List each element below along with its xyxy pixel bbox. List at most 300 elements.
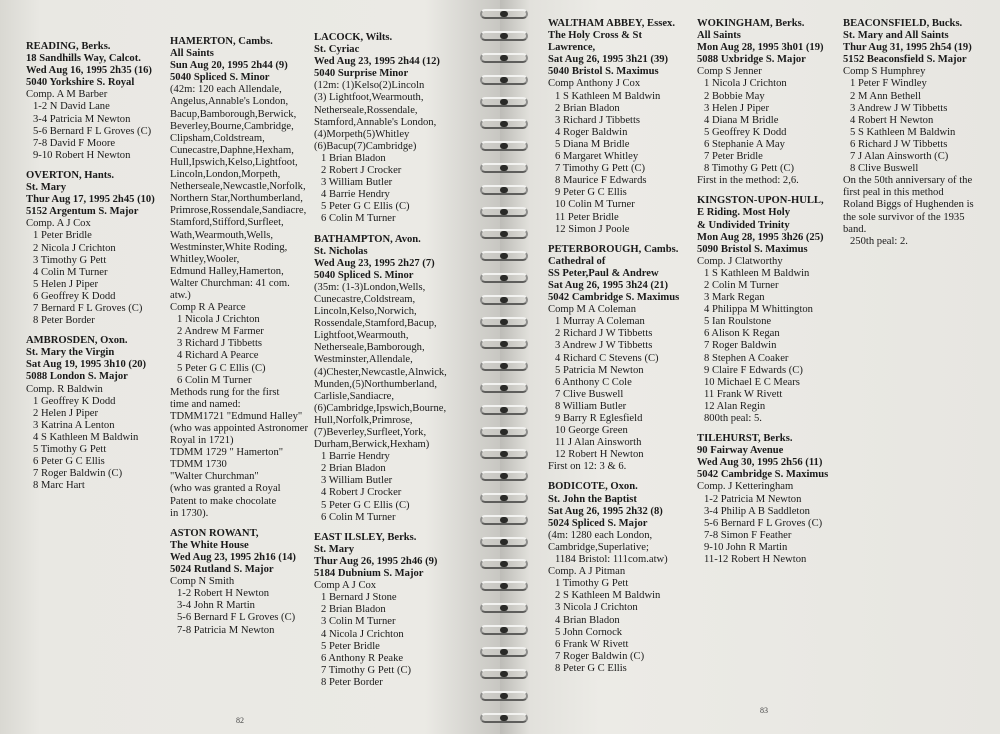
peal-detail-line: 11-12 Robert H Newton bbox=[704, 554, 807, 566]
binding-ring bbox=[478, 470, 530, 482]
peal-detail-line: 6 Colin M Turner bbox=[177, 374, 252, 386]
peal-detail-line: 8 William Butler bbox=[555, 400, 627, 412]
binding-ring bbox=[478, 30, 530, 42]
peal-detail-line: 3 Richard J Tibbetts bbox=[555, 114, 641, 126]
peal-detail-line: Comp. A M Barber bbox=[26, 89, 108, 101]
peal-heading-line: ASTON ROWANT, bbox=[170, 527, 259, 539]
binding-ring bbox=[478, 206, 530, 218]
peal-heading-line: St. Cyriac bbox=[314, 44, 360, 56]
peal-detail-line: Cunecastre,Daphne,Hexham, bbox=[170, 144, 294, 156]
spiral-binding bbox=[478, 0, 530, 734]
peal-detail-line: Whitley,Wooler, bbox=[170, 253, 240, 265]
peal-heading-line: 5152 Beaconsfield S. Major bbox=[843, 54, 967, 66]
peal-detail-line: 4 Colin M Turner bbox=[33, 266, 108, 278]
peal-detail-line: 2 Colin M Turner bbox=[704, 279, 779, 291]
peal-detail-line: Roland Biggs of Hughenden is bbox=[843, 199, 974, 211]
peal-heading-line: BEACONSFIELD, Bucks. bbox=[843, 18, 963, 29]
peal-detail-line: 7 Bernard F L Groves (C) bbox=[33, 302, 143, 314]
binding-ring bbox=[478, 492, 530, 504]
binding-ring bbox=[478, 294, 530, 306]
peal-detail-line: Hull,Ipswich,Kelso,Lightfoot, bbox=[170, 156, 298, 168]
binding-ring bbox=[478, 448, 530, 460]
peal-heading-line: St. Mary bbox=[26, 182, 67, 194]
peal-detail-line: 1 Nicola J Crichton bbox=[704, 78, 787, 90]
peal-detail-line: 5 Peter G C Ellis (C) bbox=[177, 362, 266, 374]
peal-heading-line: Wed Aug 16, 1995 2h35 (16) bbox=[26, 65, 152, 77]
peal-detail-line: 12 Robert H Newton bbox=[555, 449, 644, 461]
peal-detail-line: 8 Timothy G Pett (C) bbox=[704, 163, 795, 175]
peal-detail-line: 8 Peter Border bbox=[321, 676, 383, 688]
peal-detail-line: Carlisle,Sandiacre, bbox=[314, 390, 395, 402]
peal-heading-line: EAST ILSLEY, Berks. bbox=[314, 531, 417, 543]
peal-heading-line: All Saints bbox=[697, 30, 741, 42]
peal-detail-line: Cambridge,Superlative; bbox=[548, 541, 649, 553]
peal-detail-line: 9-10 John R Martin bbox=[704, 541, 788, 553]
peal-detail-line: Comp. R Baldwin bbox=[26, 383, 103, 395]
peal-heading-line: The Holy Cross & St bbox=[548, 30, 642, 42]
peal-detail-line: 3 Mark Regan bbox=[704, 292, 765, 304]
column bbox=[548, 18, 679, 683]
peal-detail-line: Northern Star,Northumberland, bbox=[170, 193, 303, 205]
peal-detail-line: Comp S Humphrey bbox=[843, 66, 926, 78]
page-number: 82 bbox=[236, 716, 244, 725]
binding-ring bbox=[478, 8, 530, 20]
peal-detail-line: 5 Ian Roulstone bbox=[704, 316, 772, 328]
peal-heading-line: & Undivided Trinity bbox=[697, 219, 790, 231]
peal-heading-line: READING, Berks. bbox=[26, 41, 111, 52]
peal-detail-line: 3 Richard J Tibbetts bbox=[177, 338, 263, 350]
peal-heading-line: 5024 Rutland S. Major bbox=[170, 564, 274, 576]
peal-detail-line: 4 Robert H Newton bbox=[850, 114, 934, 126]
peal-detail-line: (who was granted a Royal bbox=[170, 483, 281, 495]
column bbox=[170, 36, 308, 645]
peal-detail-line: 5-6 Bernard F L Groves (C) bbox=[33, 125, 152, 137]
peal-detail-line: 9 Barry R Eglesfield bbox=[555, 413, 643, 424]
peal-detail-line: 12 Alan Regin bbox=[704, 400, 766, 412]
peal-detail-line: 5-6 Bernard F L Groves (C) bbox=[177, 612, 296, 624]
peal-detail-line: Netherseale,Rossendale, bbox=[314, 104, 418, 116]
peal-detail-line: 2 Nicola J Crichton bbox=[33, 242, 116, 254]
peal-heading-line: St. John the Baptist bbox=[548, 493, 637, 505]
peal-heading-line: 5184 Dubnium S. Major bbox=[314, 568, 424, 580]
peal-heading-line: All Saints bbox=[170, 48, 214, 60]
peal-detail-line: 5 Peter G C Ellis (C) bbox=[321, 499, 410, 511]
peal-detail-line: 3 William Butler bbox=[321, 475, 393, 487]
peal-detail-line: 3-4 Patricia M Newton bbox=[33, 113, 131, 125]
peal-detail-line: 2 M Ann Bethell bbox=[850, 90, 921, 102]
peal-heading-line: BATHAMPTON, Avon. bbox=[314, 233, 421, 245]
binding-ring bbox=[478, 250, 530, 262]
peal-entry bbox=[314, 234, 447, 524]
peal-heading-line: 5090 Bristol S. Maximus bbox=[697, 243, 808, 255]
peal-heading-line: 5040 Surprise Minor bbox=[314, 68, 409, 80]
peal-detail-line: 1 S Kathleen M Baldwin bbox=[555, 90, 661, 102]
peal-detail-line: 4 Nicola J Crichton bbox=[321, 628, 404, 640]
peal-heading-line: 90 Fairway Avenue bbox=[697, 445, 784, 457]
peal-entry bbox=[548, 18, 679, 236]
peal-detail-line: 800th peal: 5. bbox=[704, 413, 762, 424]
peal-detail-line: (35m: (1-3)London,Wells, bbox=[314, 281, 426, 293]
peal-heading-line: E Riding. Most Holy bbox=[697, 207, 791, 219]
peal-detail-line: (12m: (1)Kelso(2)Lincoln bbox=[314, 80, 425, 92]
peal-detail-line: Comp R A Pearce bbox=[170, 302, 246, 314]
peal-detail-line: Methods rung for the first bbox=[170, 386, 280, 398]
peal-detail-line: 3-4 Philip A B Saddleton bbox=[704, 505, 810, 517]
peal-detail-line: (who was appointed Astronomer bbox=[170, 423, 308, 434]
peal-detail-line: 8 Maurice F Edwards bbox=[555, 175, 647, 187]
peal-detail-line: first peal in this method bbox=[843, 187, 944, 199]
peal-heading-line: WALTHAM ABBEY, Essex. bbox=[548, 18, 675, 29]
binding-ring bbox=[478, 426, 530, 438]
peal-detail-line: 6 Alison K Regan bbox=[704, 328, 780, 340]
peal-detail-line: 8 Stephen A Coaker bbox=[704, 352, 789, 364]
binding-ring bbox=[478, 52, 530, 64]
peal-detail-line: Patent to make chocolate bbox=[170, 495, 277, 507]
peal-detail-line: 11 J Alan Ainsworth bbox=[555, 437, 642, 449]
peal-heading-line: 5152 Argentum S. Major bbox=[26, 206, 139, 218]
peal-detail-line: (4)Morpeth(5)Whitley bbox=[314, 128, 410, 140]
peal-detail-line: 6 Colin M Turner bbox=[321, 213, 396, 225]
peal-detail-line: Comp A J Cox bbox=[314, 580, 377, 592]
peal-detail-line: 9 Peter G C Ellis bbox=[555, 187, 627, 199]
peal-detail-line: 3 Colin M Turner bbox=[321, 616, 396, 628]
binding-ring bbox=[478, 580, 530, 592]
peal-heading-line: BODICOTE, Oxon. bbox=[548, 481, 638, 493]
peal-heading-line: SS Peter,Paul & Andrew bbox=[548, 267, 659, 279]
peal-entry bbox=[548, 244, 679, 474]
peal-detail-line: TDMM 1729 " Hamerton" bbox=[170, 447, 284, 459]
peal-heading-line: Wed Aug 23, 1995 2h44 (12) bbox=[314, 56, 440, 68]
peal-detail-line: 4 Brian Bladon bbox=[555, 614, 620, 626]
peal-detail-line: Westminster,Allendale, bbox=[314, 354, 413, 366]
peal-detail-line: the sole survivor of the 1935 bbox=[843, 211, 965, 223]
peal-detail-line: 7 Clive Buswell bbox=[555, 388, 624, 400]
peal-detail-line: Clipsham,Coldstream, bbox=[170, 132, 265, 144]
peal-entry bbox=[697, 195, 828, 425]
peal-detail-line: 5 Geoffrey K Dodd bbox=[704, 126, 787, 138]
binding-ring bbox=[478, 96, 530, 108]
peal-detail-line: 2 Brian Bladon bbox=[321, 463, 386, 475]
peal-heading-line: Wed Aug 23, 1995 2h27 (7) bbox=[314, 257, 435, 269]
peal-detail-line: 10 George Green bbox=[555, 425, 628, 437]
peal-detail-line: 10 Colin M Turner bbox=[555, 199, 635, 211]
binding-ring bbox=[478, 118, 530, 130]
binding-ring bbox=[478, 184, 530, 196]
peal-detail-line: 2 Helen J Piper bbox=[33, 407, 99, 419]
right-page bbox=[500, 0, 1000, 734]
binding-ring bbox=[478, 74, 530, 86]
peal-detail-line: 9 Claire F Edwards (C) bbox=[704, 364, 803, 376]
peal-heading-line: The White House bbox=[170, 539, 249, 551]
peal-detail-line: 7 Timothy G Pett (C) bbox=[321, 664, 412, 676]
peal-heading-line: LACOCK, Wilts. bbox=[314, 32, 393, 43]
peal-detail-line: 7 Timothy G Pett (C) bbox=[555, 163, 646, 175]
peal-detail-line: 3 Timothy G Pett bbox=[33, 254, 107, 266]
peal-detail-line: Rossendale,Stamford,Bacup, bbox=[314, 318, 437, 330]
peal-detail-line: 4 Richard C Stevens (C) bbox=[555, 352, 659, 364]
peal-detail-line: time and named: bbox=[170, 398, 241, 410]
peal-detail-line: Westminster,White Roding, bbox=[170, 241, 288, 253]
peal-detail-line: 2 Robert J Crocker bbox=[321, 165, 402, 177]
peal-detail-line: 7 J Alan Ainsworth (C) bbox=[850, 151, 949, 163]
peal-detail-line: 6 Frank W Rivett bbox=[555, 638, 629, 650]
peal-detail-line: 1-2 Patricia M Newton bbox=[704, 493, 802, 505]
peal-detail-line: 6 Richard J W Tibbetts bbox=[850, 138, 948, 150]
peal-detail-line: 7 Peter Bridle bbox=[704, 151, 763, 163]
peal-detail-line: Comp Anthony J Cox bbox=[548, 78, 641, 90]
peal-detail-line: 4 Barrie Hendry bbox=[321, 189, 390, 201]
peal-detail-line: 11 Peter Bridle bbox=[555, 211, 619, 223]
peal-detail-line: 3-4 John R Martin bbox=[177, 600, 255, 612]
peal-detail-line: Wath,Wearmouth,Wells, bbox=[170, 229, 274, 241]
binding-ring bbox=[478, 536, 530, 548]
peal-detail-line: Hull,Norfolk,Primrose, bbox=[314, 414, 413, 426]
peal-heading-line: 5040 Spliced S. Minor bbox=[170, 72, 270, 84]
peal-detail-line: 4 Philippa M Whittington bbox=[704, 304, 813, 316]
peal-detail-line: 3 Helen J Piper bbox=[704, 102, 770, 114]
peal-entry bbox=[314, 32, 447, 226]
peal-heading-line: KINGSTON-UPON-HULL, bbox=[697, 195, 824, 207]
peal-detail-line: 4 Richard A Pearce bbox=[177, 350, 259, 362]
binding-ring bbox=[478, 272, 530, 284]
peal-detail-line: (4)Chester,Newcastle,Alnwick, bbox=[314, 366, 447, 378]
peal-detail-line: 7 Roger Baldwin (C) bbox=[33, 468, 123, 480]
peal-detail-line: 3 Andrew J W Tibbetts bbox=[555, 340, 653, 352]
peal-heading-line: Mon Aug 28, 1995 3h26 (25) bbox=[697, 231, 824, 243]
peal-detail-line: Comp S Jenner bbox=[697, 66, 762, 78]
peal-detail-line: Beverley,Bourne,Cambridge, bbox=[170, 120, 294, 132]
binding-ring bbox=[478, 558, 530, 570]
peal-detail-line: Angelus,Annable's London, bbox=[170, 96, 289, 108]
peal-detail-line: 8 Peter G C Ellis bbox=[555, 662, 627, 674]
peal-detail-line: (6)Cambridge,Ipswich,Bourne, bbox=[314, 402, 447, 414]
peal-detail-line: 9-10 Robert H Newton bbox=[33, 149, 131, 161]
peal-detail-line: TDMM 1730 bbox=[170, 459, 227, 471]
binding-ring bbox=[478, 140, 530, 152]
peal-detail-line: Durham,Berwick,Hexham) bbox=[314, 439, 430, 451]
peal-detail-line: 4 S Kathleen M Baldwin bbox=[33, 431, 139, 443]
peal-heading-line: Sat Aug 26, 1995 2h32 (8) bbox=[548, 505, 663, 517]
peal-detail-line: 2 Brian Bladon bbox=[321, 604, 386, 616]
peal-detail-line: 5 John Cornock bbox=[555, 626, 623, 638]
peal-heading-line: PETERBOROUGH, Cambs. bbox=[548, 243, 679, 255]
peal-detail-line: 1 Bernard J Stone bbox=[321, 592, 397, 604]
peal-heading-line: St. Mary bbox=[314, 543, 355, 555]
peal-heading-line: 5040 Bristol S. Maximus bbox=[548, 66, 659, 78]
peal-detail-line: 5 Peter G C Ellis (C) bbox=[321, 201, 410, 213]
peal-detail-line: 1 S Kathleen M Baldwin bbox=[704, 267, 810, 279]
peal-detail-line: 5 Helen J Piper bbox=[33, 278, 99, 290]
peal-entry bbox=[843, 18, 974, 248]
peal-detail-line: Stamford,Stifford,Surfleet, bbox=[170, 217, 284, 229]
peal-detail-line: 1 Brian Bladon bbox=[321, 152, 386, 164]
peal-detail-line: band. bbox=[843, 223, 867, 235]
peal-detail-line: 1 Geoffrey K Dodd bbox=[33, 395, 116, 407]
peal-detail-line: "Walter Churchman" bbox=[170, 471, 259, 483]
peal-detail-line: 2 Brian Bladon bbox=[555, 102, 620, 114]
peal-detail-line: 6 Colin M Turner bbox=[321, 511, 396, 523]
peal-detail-line: Stamford,Annable's London, bbox=[314, 116, 437, 128]
peal-detail-line: 5 Timothy G Pett bbox=[33, 444, 107, 455]
binding-ring bbox=[478, 338, 530, 350]
peal-detail-line: atw.) bbox=[170, 289, 191, 301]
binding-ring bbox=[478, 514, 530, 526]
peal-entry bbox=[314, 532, 447, 689]
peal-detail-line: 5 Peter Bridle bbox=[321, 640, 380, 652]
peal-detail-line: 6 Geoffrey K Dodd bbox=[33, 290, 116, 302]
peal-detail-line: First on 12: 3 & 6. bbox=[548, 461, 627, 473]
peal-detail-line: Comp M A Coleman bbox=[548, 304, 636, 316]
page-number: 83 bbox=[760, 706, 768, 715]
peal-detail-line: 3 Andrew J W Tibbetts bbox=[850, 102, 948, 114]
peal-detail-line: 2 Bobbie May bbox=[704, 90, 765, 102]
binding-ring bbox=[478, 646, 530, 658]
peal-detail-line: 5 Diana M Bridle bbox=[555, 138, 630, 150]
peal-detail-line: Lightfoot,Wearmouth, bbox=[314, 330, 409, 342]
peal-detail-line: 6 Stephanie A May bbox=[704, 138, 785, 150]
peal-detail-line: 1 Barrie Hendry bbox=[321, 451, 390, 463]
peal-heading-line: St. Mary and All Saints bbox=[843, 30, 949, 42]
column bbox=[26, 41, 155, 500]
peal-heading-line: Mon Aug 28, 1995 3h01 (19) bbox=[697, 42, 824, 54]
peal-detail-line: Comp. J Clatworthy bbox=[697, 255, 783, 267]
peal-detail-line: Primrose,Rossendale,Sandiacre, bbox=[170, 205, 307, 217]
binding-ring bbox=[478, 162, 530, 174]
peal-detail-line: Comp. A J Pitman bbox=[548, 566, 626, 578]
peal-detail-line: 3 Nicola J Crichton bbox=[555, 602, 638, 614]
peal-detail-line: Cunecastre,Coldstream, bbox=[314, 293, 416, 305]
peal-detail-line: 7-8 Patricia M Newton bbox=[177, 624, 275, 636]
peal-detail-line: First in the method: 2,6. bbox=[697, 175, 799, 187]
peal-detail-line: On the 50th anniversary of the bbox=[843, 175, 973, 187]
peal-detail-line: 2 Andrew M Farmer bbox=[177, 326, 264, 338]
peal-heading-line: Lawrence, bbox=[548, 42, 596, 54]
peal-heading-line: Cathedral of bbox=[548, 255, 606, 267]
peal-heading-line: Wed Aug 30, 1995 2h56 (11) bbox=[697, 457, 823, 469]
peal-detail-line: 4 Robert J Crocker bbox=[321, 487, 402, 499]
peal-heading-line: Thur Aug 26, 1995 2h46 (9) bbox=[314, 555, 438, 567]
peal-detail-line: 4 Roger Baldwin bbox=[555, 126, 628, 138]
peal-heading-line: 5088 Uxbridge S. Major bbox=[697, 54, 806, 66]
peal-heading-line: Wed Aug 23, 1995 2h16 (14) bbox=[170, 551, 296, 563]
peal-detail-line: 6 Peter G C Ellis bbox=[33, 456, 105, 468]
peal-detail-line: Netherseale,Newcastle,Norfolk, bbox=[170, 181, 306, 193]
peal-detail-line: 1 Timothy G Pett bbox=[555, 578, 629, 590]
peal-heading-line: 18 Sandhills Way, Calcot. bbox=[26, 53, 141, 65]
peal-detail-line: (7)Beverley,Surfleet,York, bbox=[314, 427, 427, 438]
column bbox=[314, 32, 447, 697]
peal-heading-line: 5088 London S. Major bbox=[26, 371, 128, 383]
peal-detail-line: (4m: 1280 each London, bbox=[548, 529, 653, 541]
peal-entry bbox=[697, 18, 828, 187]
binding-ring bbox=[478, 668, 530, 680]
peal-heading-line: 5040 Spliced S. Minor bbox=[314, 269, 414, 281]
peal-detail-line: 4 Diana M Bridle bbox=[704, 114, 779, 126]
peal-detail-line: Royal in 1721) bbox=[170, 435, 234, 447]
peal-detail-line: Munden,(5)Northumberland, bbox=[314, 378, 437, 390]
binding-ring bbox=[478, 382, 530, 394]
peal-detail-line: 8 Clive Buswell bbox=[850, 163, 919, 175]
peal-heading-line: OVERTON, Hants. bbox=[26, 169, 115, 181]
peal-entry bbox=[26, 41, 155, 162]
peal-detail-line: 1-2 N David Lane bbox=[33, 101, 110, 113]
peal-detail-line: TDMM1721 "Edmund Halley" bbox=[170, 410, 303, 422]
peal-detail-line: 1-2 Robert H Newton bbox=[177, 588, 270, 600]
peal-detail-line: 7-8 David F Moore bbox=[33, 137, 116, 149]
peal-detail-line: Bacup,Bamborough,Berwick, bbox=[170, 108, 297, 120]
peal-heading-line: 5042 Cambridge S. Maximus bbox=[697, 469, 829, 481]
peal-entry bbox=[26, 335, 155, 492]
peal-heading-line: WOKINGHAM, Berks. bbox=[697, 18, 805, 29]
peal-heading-line: 5024 Spliced S. Major bbox=[548, 517, 648, 529]
peal-detail-line: 1 Peter Bridle bbox=[33, 230, 92, 242]
peal-detail-line: 6 Anthony C Cole bbox=[555, 376, 632, 388]
peal-detail-line: Comp N Smith bbox=[170, 576, 235, 588]
column bbox=[843, 18, 974, 256]
peal-detail-line: 7 Roger Baldwin (C) bbox=[555, 650, 645, 662]
peal-heading-line: AMBROSDEN, Oxon. bbox=[26, 335, 128, 347]
binding-ring bbox=[478, 316, 530, 328]
peal-heading-line: HAMERTON, Cambs. bbox=[170, 36, 273, 47]
peal-entry bbox=[697, 433, 828, 566]
column bbox=[697, 18, 828, 574]
peal-detail-line: (42m: 120 each Allendale, bbox=[170, 84, 282, 96]
peal-detail-line: 1 Peter F Windley bbox=[850, 78, 927, 90]
peal-detail-line: (3) Lightfoot,Wearmouth, bbox=[314, 92, 424, 104]
peal-detail-line: 7 Roger Baldwin bbox=[704, 340, 777, 352]
peal-heading-line: Sat Aug 19, 1995 3h10 (20) bbox=[26, 359, 147, 371]
peal-detail-line: 5-6 Bernard F L Groves (C) bbox=[704, 517, 823, 529]
peal-detail-line: 10 Michael E C Mears bbox=[704, 376, 800, 388]
peal-heading-line: 5042 Cambridge S. Maximus bbox=[548, 292, 680, 304]
peal-heading-line: St. Nicholas bbox=[314, 245, 368, 257]
peal-entry bbox=[170, 528, 308, 637]
binding-ring bbox=[478, 690, 530, 702]
peal-detail-line: 8 Peter Border bbox=[33, 315, 95, 327]
peal-detail-line: Walter Churchman: 41 com. bbox=[170, 277, 290, 289]
peal-heading-line: TILEHURST, Berks. bbox=[697, 433, 793, 445]
peal-detail-line: 11 Frank W Rivett bbox=[704, 388, 783, 400]
binding-ring bbox=[478, 404, 530, 416]
peal-detail-line: 5 Patricia M Newton bbox=[555, 364, 644, 376]
peal-detail-line: 8 Marc Hart bbox=[33, 480, 85, 492]
peal-entry bbox=[170, 36, 308, 520]
peal-detail-line: 3 William Butler bbox=[321, 177, 393, 189]
peal-detail-line: 6 Margaret Whitley bbox=[555, 151, 639, 163]
peal-detail-line: Edmund Halley,Hamerton, bbox=[170, 265, 284, 277]
peal-detail-line: Lincoln,Kelso,Norwich, bbox=[314, 306, 417, 318]
peal-detail-line: Netherseale,Bamborough, bbox=[314, 342, 425, 354]
peal-detail-line: 1184 Bristol: 111com.atw) bbox=[555, 554, 668, 566]
peal-detail-line: 2 S Kathleen M Baldwin bbox=[555, 590, 661, 602]
peal-detail-line: 12 Simon J Poole bbox=[555, 223, 630, 235]
binding-ring bbox=[478, 624, 530, 636]
peal-detail-line: 1 Murray A Coleman bbox=[555, 316, 645, 328]
peal-heading-line: Sun Aug 20, 1995 2h44 (9) bbox=[170, 60, 288, 72]
peal-detail-line: Lincoln,London,Morpeth, bbox=[170, 169, 281, 181]
peal-heading-line: Thur Aug 31, 1995 2h54 (19) bbox=[843, 42, 972, 54]
peal-detail-line: 7-8 Simon F Feather bbox=[704, 529, 792, 541]
peal-heading-line: Sat Aug 26, 1995 3h24 (21) bbox=[548, 279, 669, 291]
peal-detail-line: 250th peal: 2. bbox=[850, 235, 908, 247]
peal-entry bbox=[26, 170, 155, 327]
peal-detail-line: in 1730). bbox=[170, 507, 209, 519]
peal-detail-line: Comp. J Ketteringham bbox=[697, 481, 794, 493]
peal-heading-line: 5040 Yorkshire S. Royal bbox=[26, 77, 135, 89]
peal-entry bbox=[548, 481, 679, 675]
peal-detail-line: 3 Katrina A Lenton bbox=[33, 419, 115, 431]
peal-heading-line: St. Mary the Virgin bbox=[26, 347, 115, 359]
